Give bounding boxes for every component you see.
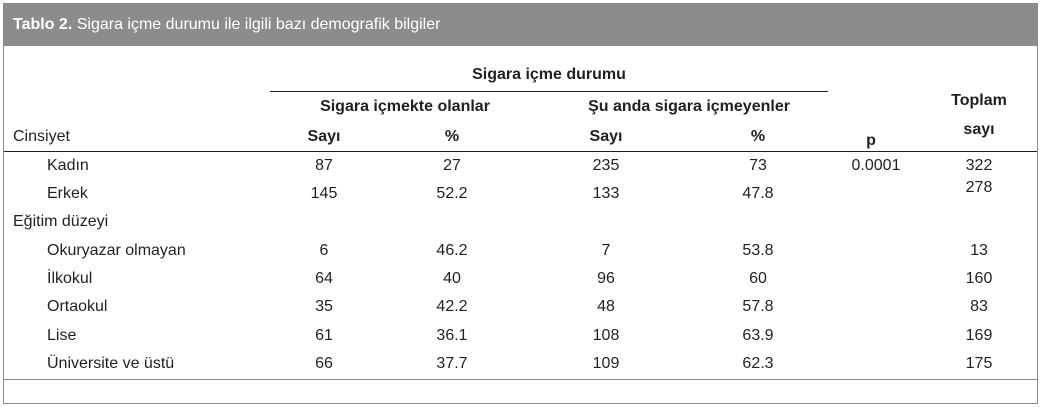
row-label: Erkek [47,185,88,202]
cell-smokers-percent: 52.2 [436,185,468,202]
header-row-label: Cinsiyet [13,128,70,145]
row-label: Lise [47,327,77,344]
cell-smokers-count: 87 [315,157,333,174]
header-group: Sigara içme durumu [472,66,626,83]
cell-smokers-percent: 42.2 [436,298,468,315]
cell-nonsmokers-count: 133 [592,185,620,202]
cell-nonsmokers-count: 48 [597,298,615,315]
cell-nonsmokers-count: 108 [592,327,620,344]
cell-nonsmokers-percent: 63.9 [742,327,774,344]
cell-nonsmokers-percent: 62.3 [742,355,774,372]
cell-smokers-count: 145 [310,185,338,202]
table-frame [3,3,1038,404]
cell-total: 169 [965,327,993,344]
header-group-rule [270,91,828,92]
header-smokers-count: Sayı [307,128,341,145]
header-nonsmokers-count: Sayı [589,128,623,145]
header-total-line2: sayı [963,121,995,138]
cell-smokers-percent: 36.1 [436,327,468,344]
cell-nonsmokers-percent: 53.8 [742,242,774,259]
cell-nonsmokers-count: 7 [601,242,611,259]
cell-total: 175 [965,355,993,372]
cell-nonsmokers-percent: 47.8 [742,185,774,202]
cell-p: 0.0001 [851,157,901,174]
row-label: Üniversite ve üstü [47,355,175,372]
cell-total: 278 [965,179,993,196]
cell-nonsmokers-percent: 57.8 [742,298,774,315]
cell-smokers-count: 35 [315,298,333,315]
header-smokers: Sigara içmekte olanlar [320,98,490,115]
cell-nonsmokers-percent: 73 [749,157,767,174]
cell-smokers-percent: 40 [443,270,461,287]
row-label: Okuryazar olmayan [47,242,186,259]
cell-smokers-percent: 46.2 [436,242,468,259]
header-p: p [866,132,876,149]
header-bottom-rule [4,151,1037,152]
cell-total: 322 [965,157,993,174]
table-footer-rule [4,379,1037,380]
table-title-bar [4,4,1037,46]
cell-smokers-count: 61 [315,327,333,344]
cell-nonsmokers-count: 96 [597,270,615,287]
cell-smokers-count: 64 [315,270,333,287]
cell-total: 160 [965,270,993,287]
row-label: Kadın [47,157,89,174]
cell-total: 83 [970,298,988,315]
cell-smokers-percent: 37.7 [436,355,468,372]
cell-smokers-percent: 27 [443,157,461,174]
cell-nonsmokers-count: 235 [592,157,620,174]
table-number: Tablo 2. [13,16,73,33]
cell-nonsmokers-count: 109 [592,355,620,372]
header-smokers-percent: % [444,128,460,145]
section-label-education: Eğitim düzeyi [13,213,109,230]
table-caption: Sigara içme durumu ile ilgili bazı demografik bilgiler [76,16,441,33]
row-label: İlkokul [47,270,93,287]
cell-smokers-count: 66 [315,355,333,372]
cell-smokers-count: 6 [319,242,329,259]
header-total-line1: Toplam [951,92,1007,109]
cell-nonsmokers-percent: 60 [749,270,767,287]
header-nonsmokers-percent: % [750,128,766,145]
cell-total: 13 [970,242,988,259]
row-label: Ortaokul [47,298,108,315]
header-nonsmokers: Şu anda sigara içmeyenler [588,98,790,115]
